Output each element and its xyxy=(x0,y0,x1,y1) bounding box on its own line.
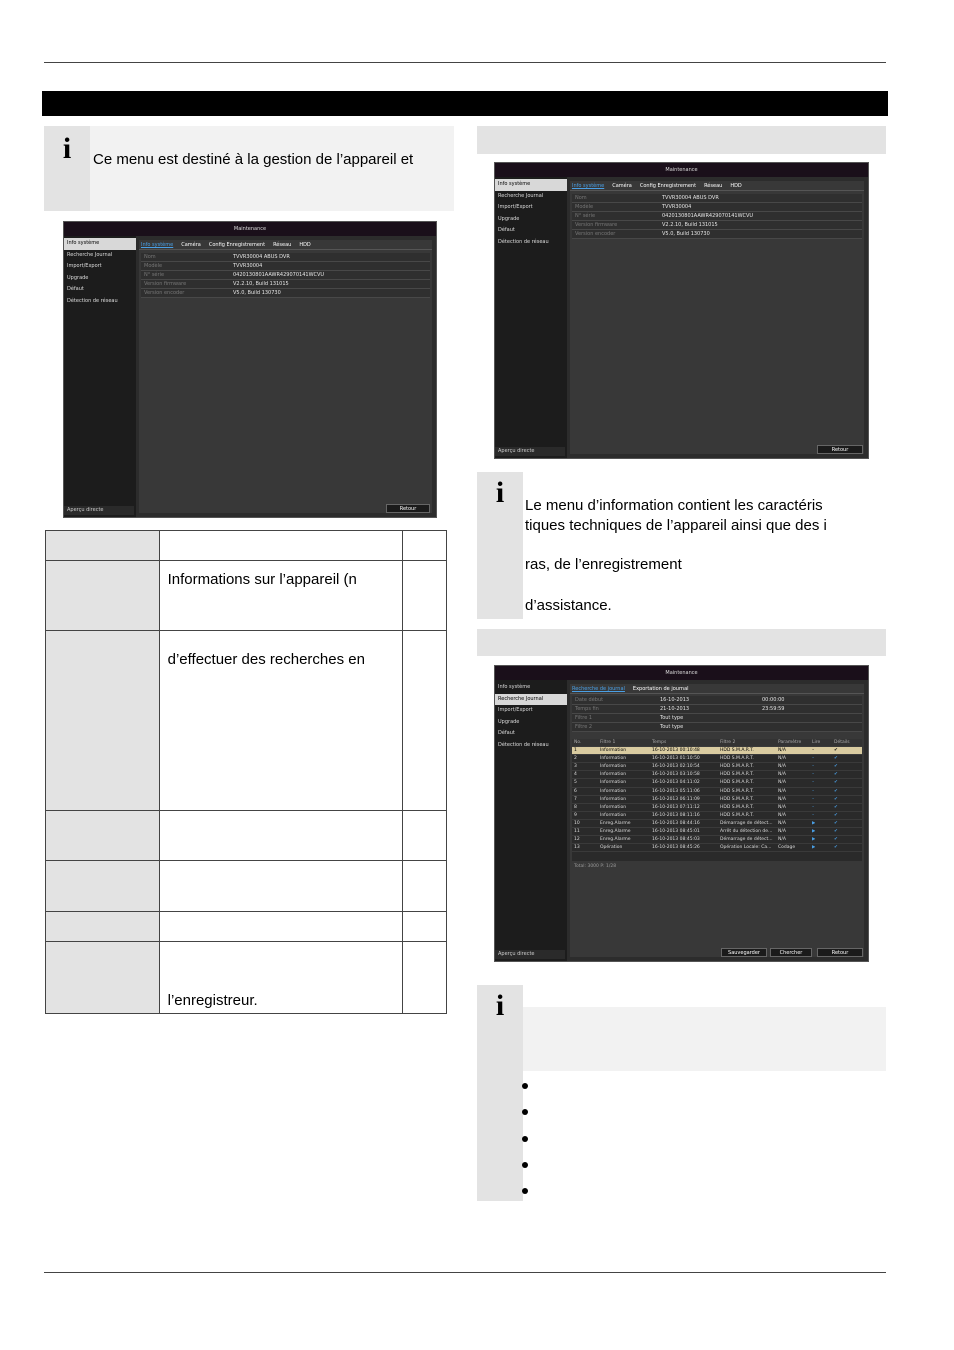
log-row[interactable]: 9 Information 16-10-2013 08:11:16 HDD S.M.A.R.T. N/A – ✔ xyxy=(572,812,862,820)
filter-row[interactable]: Date début 16-10-2013 00:00:00 xyxy=(572,696,862,705)
subsection-bar xyxy=(477,126,886,154)
tab-camera[interactable]: Caméra xyxy=(612,183,632,189)
menu-item-recherche-journal[interactable]: Recherche Journal xyxy=(67,251,113,258)
main-panel xyxy=(570,684,864,957)
log-row[interactable]: 6 Information 16-10-2013 05:11:06 HDD S.M.A.R.T. N/A – ✔ xyxy=(572,788,862,796)
log-row[interactable]: 11 Enreg.Alarme 16-10-2013 08:45:01 Arrêt du détection de... N/A ▶ ✔ xyxy=(572,828,862,836)
filter-row[interactable]: Filtre 2 Tout type xyxy=(572,723,862,732)
note-line: d’assistance. xyxy=(525,597,612,614)
main-panel xyxy=(570,181,864,454)
tab-info-systeme[interactable]: Info système xyxy=(572,183,605,189)
log-row[interactable]: 1 Information 16-10-2013 00:10:48 HDD S.M.A.R.T. N/A – ✔ xyxy=(572,747,862,755)
table-cell: d’effectuer des recherches en xyxy=(159,631,403,811)
sidebar xyxy=(495,680,567,961)
info-row: Version firmware V2.2.10, Build 131015 xyxy=(572,221,862,230)
menu-item-recherche-journal[interactable]: Recherche Journal xyxy=(495,694,567,706)
header-rule xyxy=(44,62,886,63)
search-button[interactable]: Chercher xyxy=(770,948,812,957)
log-row[interactable]: 10 Enreg.Alarme 16-10-2013 08:44:16 Démarrage de détect... N/A ▶ ✔ xyxy=(572,820,862,828)
log-row[interactable]: 3 Information 16-10-2013 02:10:54 HDD S.M.A.R.T. N/A – ✔ xyxy=(572,763,862,771)
maintenance-screenshot xyxy=(63,221,437,518)
menu-item-detection-reseau[interactable]: Détection de réseau xyxy=(498,238,549,245)
menu-item-detection-reseau[interactable]: Détection de réseau xyxy=(498,741,549,748)
bullet xyxy=(522,1188,528,1194)
window-title: Maintenance xyxy=(495,163,868,177)
menu-item-upgrade[interactable]: Upgrade xyxy=(498,215,520,222)
note-shade xyxy=(523,1007,886,1071)
info-row: Modèle TVVR30004 xyxy=(141,262,430,271)
info-row: Nom TVVR30004 ABUS DVR xyxy=(141,253,430,262)
log-row[interactable]: 2 Information 16-10-2013 01:10:50 HDD S.M.A.R.T. N/A – ✔ xyxy=(572,755,862,763)
table-cell: l’enregistreur. xyxy=(159,942,403,1014)
log-search-screenshot xyxy=(494,665,869,962)
menu-item-import-export[interactable]: Import/Export xyxy=(498,204,533,210)
info-row: Version encoder V5.0, Build 130730 xyxy=(141,289,430,298)
back-button[interactable]: Retour xyxy=(817,445,863,454)
menu-item-upgrade[interactable]: Upgrade xyxy=(67,274,89,281)
back-button[interactable]: Retour xyxy=(386,504,430,513)
tab-config-enregistrement[interactable]: Config Enregistrement xyxy=(208,242,266,248)
filter-row[interactable]: Filtre 1 Tout type xyxy=(572,714,862,723)
log-row[interactable]: 13 Opération 16-10-2013 08:45:26 Opération Locale: Ca... Codage ▶ ✔ xyxy=(572,844,862,852)
log-table-header: No. Filtre 1 Temps Filtre 2 Paramètre Lire Détails xyxy=(572,739,862,747)
info-row: N° série 0420130801AAWR429070141WCVU xyxy=(141,271,430,280)
tab-recherche-journal[interactable]: Recherche de journal xyxy=(572,686,625,692)
info-row: Modèle TVVR30004 xyxy=(572,203,862,212)
sidebar xyxy=(495,177,567,458)
bullet xyxy=(522,1162,528,1168)
tab-bar xyxy=(139,240,432,250)
tab-hdd[interactable]: HDD xyxy=(299,242,311,248)
tab-reseau[interactable]: Réseau xyxy=(704,183,723,189)
system-info-screenshot xyxy=(494,162,869,459)
main-panel xyxy=(139,240,432,513)
menu-item-info-systeme[interactable]: Info système xyxy=(495,179,567,191)
menu-item-defaut[interactable]: Défaut xyxy=(67,286,84,292)
section-title-bar xyxy=(42,91,888,116)
tab-bar xyxy=(570,181,864,191)
info-icon: i xyxy=(477,985,523,1201)
info-row: N° série 0420130801AAWR429070141WCVU xyxy=(572,212,862,221)
filter-row[interactable]: Temps fin 21-10-2013 23:59:59 xyxy=(572,705,862,714)
tab-bar xyxy=(570,684,864,694)
menu-item-info-systeme[interactable]: Info système xyxy=(498,684,531,690)
live-view-button[interactable]: Aperçu directe xyxy=(495,447,565,456)
tab-reseau[interactable]: Réseau xyxy=(273,242,292,248)
tab-exportation-journal[interactable]: Exportation de journal xyxy=(632,686,689,692)
menu-item-info-systeme[interactable]: Info système xyxy=(64,238,136,250)
live-view-button[interactable]: Aperçu directe xyxy=(64,506,134,515)
menu-item-upgrade[interactable]: Upgrade xyxy=(498,718,520,725)
bullet xyxy=(522,1136,528,1142)
note-line: ras, de l’enregistrement xyxy=(525,556,682,573)
info-row: Version encoder V5.0, Build 130730 xyxy=(572,230,862,239)
menu-item-detection-reseau[interactable]: Détection de réseau xyxy=(67,297,118,304)
window-title: Maintenance xyxy=(495,666,868,680)
footer-rule xyxy=(44,1272,886,1273)
info-row: Version firmware V2.2.10, Build 131015 xyxy=(141,280,430,289)
log-row[interactable]: 12 Enreg.Alarme 16-10-2013 08:45:03 Démarrage de détect... N/A ▶ ✔ xyxy=(572,836,862,844)
menu-item-defaut[interactable]: Défaut xyxy=(498,227,515,233)
log-table xyxy=(572,739,862,861)
log-total: Total: 3000 P: 1/28 xyxy=(574,864,617,869)
back-button[interactable]: Retour xyxy=(817,948,863,957)
bullet xyxy=(522,1109,528,1115)
bullet xyxy=(522,1083,528,1089)
info-icon: i xyxy=(44,126,90,211)
sidebar xyxy=(64,236,136,517)
menu-item-import-export[interactable]: Import/Export xyxy=(67,263,102,269)
log-row[interactable]: 4 Information 16-10-2013 03:10:58 HDD S.M.A.R.T. N/A – ✔ xyxy=(572,771,862,779)
note-line: tiques techniques de l’appareil ainsi que des i xyxy=(525,517,827,534)
definition-table xyxy=(45,530,447,1014)
log-row[interactable]: 8 Information 16-10-2013 07:11:12 HDD S.M.A.R.T. N/A – ✔ xyxy=(572,804,862,812)
note-line: Le menu d’information contient les caractéris xyxy=(525,497,823,514)
tab-camera[interactable]: Caméra xyxy=(181,242,201,248)
save-button[interactable]: Sauvegarder xyxy=(721,948,767,957)
menu-item-defaut[interactable]: Défaut xyxy=(498,730,515,736)
log-row[interactable]: 5 Information 16-10-2013 04:11:02 HDD S.M.A.R.T. N/A – ✔ xyxy=(572,779,862,787)
tab-hdd[interactable]: HDD xyxy=(730,183,742,189)
menu-item-recherche-journal[interactable]: Recherche Journal xyxy=(498,192,544,199)
tab-info-systeme[interactable]: Info système xyxy=(141,242,174,248)
table-cell: Informations sur l’appareil (n xyxy=(159,561,403,631)
info-row: Nom TVVR30004 ABUS DVR xyxy=(572,194,862,203)
info-icon: i xyxy=(477,472,523,619)
subsection-bar xyxy=(477,629,886,656)
tab-config-enregistrement[interactable]: Config Enregistrement xyxy=(639,183,697,189)
log-row[interactable]: 7 Information 16-10-2013 06:11:09 HDD S.M.A.R.T. N/A – ✔ xyxy=(572,796,862,804)
menu-item-import-export[interactable]: Import/Export xyxy=(498,707,533,713)
window-title: Maintenance xyxy=(64,222,436,236)
live-view-button[interactable]: Aperçu directe xyxy=(495,950,565,959)
note-text: Ce menu est destiné à la gestion de l’appareil et xyxy=(93,151,414,168)
